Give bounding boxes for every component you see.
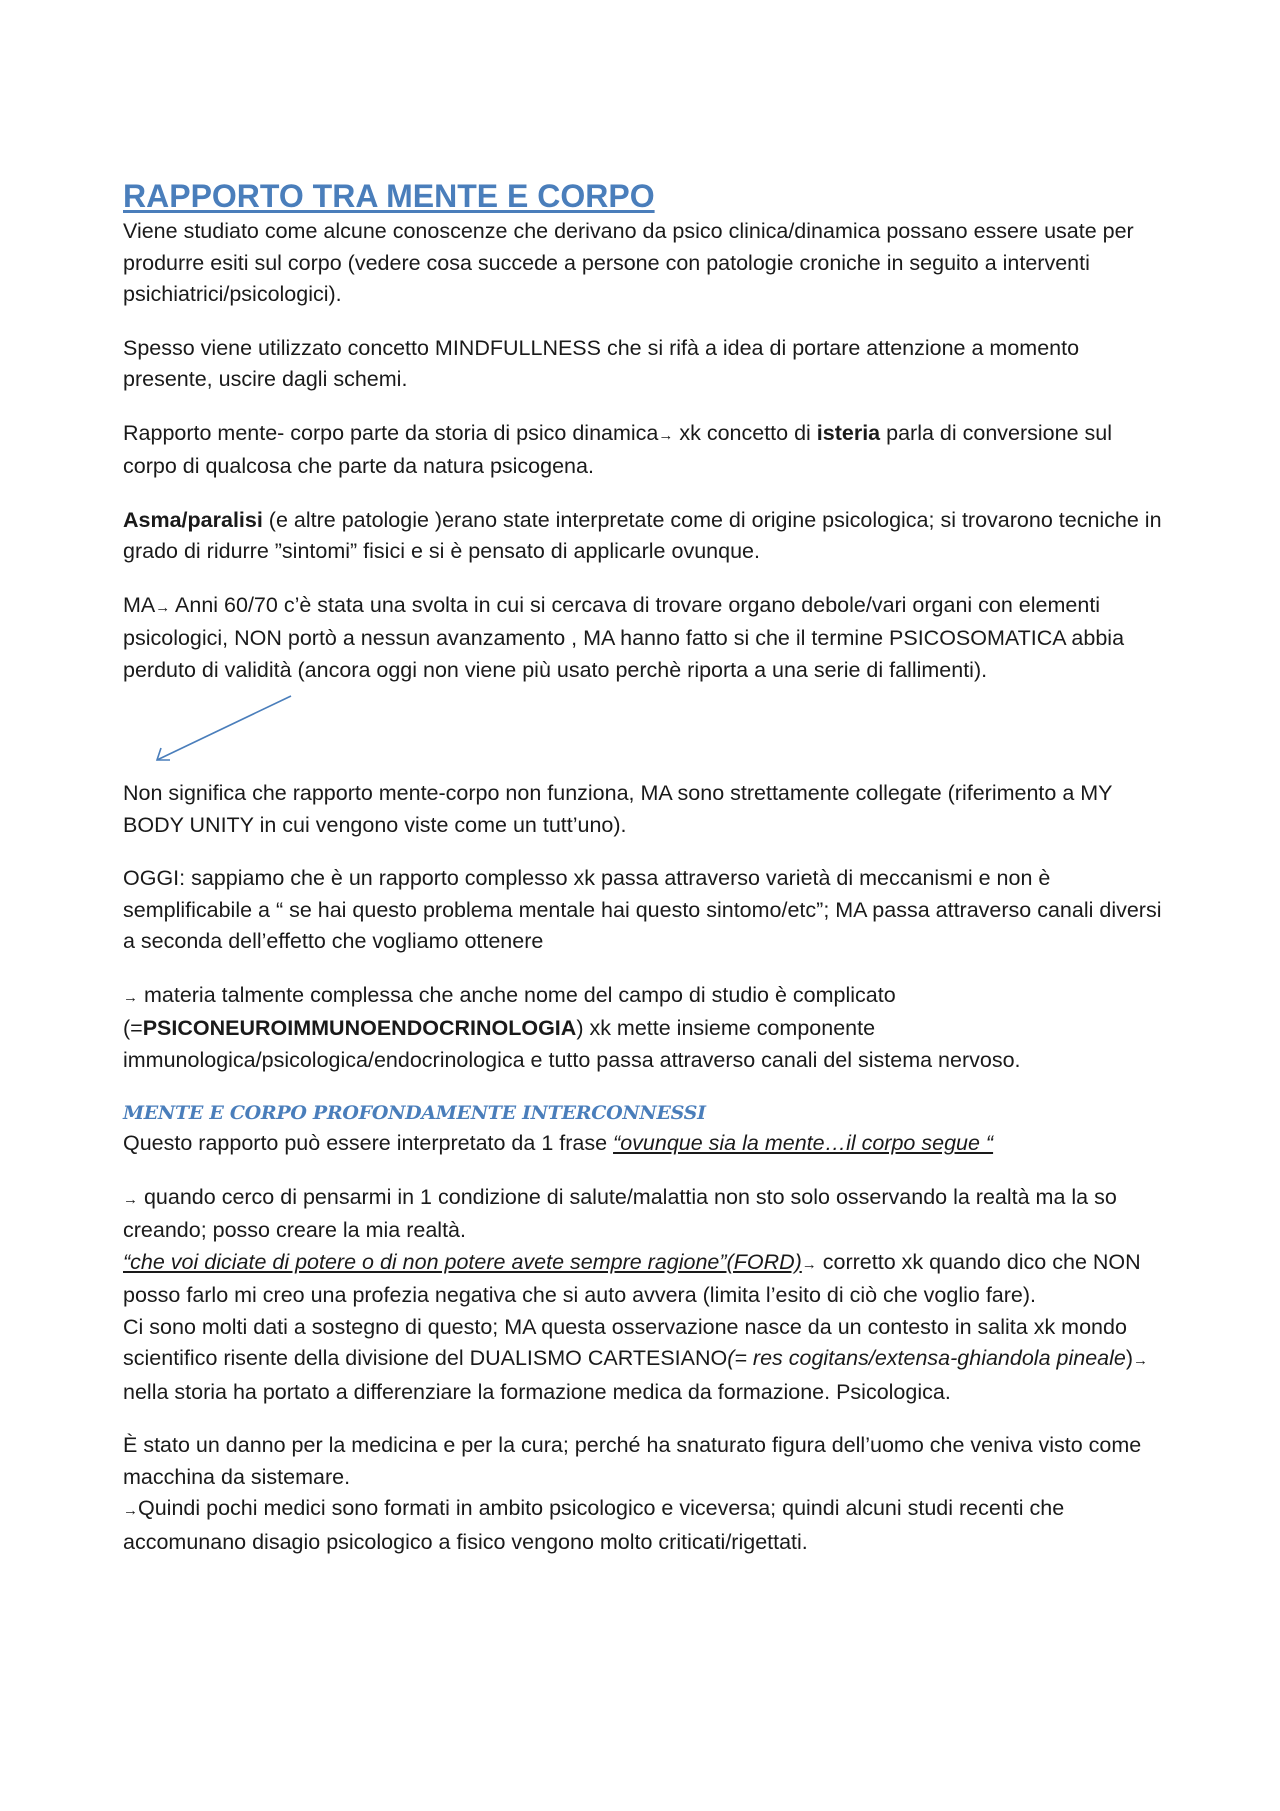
arrow-icon: → bbox=[123, 1190, 138, 1208]
paragraph-oggi: OGGI: sappiamo che è un rapporto complesso xk passa attraverso varietà di meccanismi e non è semplificabile a “ se hai questo problema mentale hai questo sintomo/etc”; MA passa attraverso canali diversi a seconda dell’effetto che vogliamo ottenere bbox=[123, 866, 1162, 953]
quote-ford: “che voi diciate di potere o di non potere avete sempre ragione”(FORD) bbox=[123, 1249, 802, 1274]
text-segment: Ci sono molti dati a sostegno di questo; MA questa osservazione nasce da un contesto in salita xk mondo scientifico risente della divisione del DUALISMO CARTESIANO bbox=[123, 1314, 1127, 1370]
text-segment: corretto xk quando dico che NON posso farlo mi creo una profezia negativa che si auto avvera (limita l’esito di ciò che voglio fare). bbox=[123, 1249, 1141, 1307]
quote-ovunque: “ovunque sia la mente…il corpo segue “ bbox=[613, 1131, 994, 1155]
paragraph-danno bbox=[123, 1430, 1163, 1558]
text-segment: materia talmente complessa che anche nome del campo di studio è complicato (= bbox=[123, 982, 896, 1040]
paragraph-psicosomatica bbox=[123, 590, 1163, 687]
paragraph-psiconeuro bbox=[123, 980, 1163, 1077]
diagonal-arrow-icon bbox=[153, 694, 293, 764]
paragraph-intro: Viene studiato come alcune conoscenze che derivano da psico clinica/dinamica possano essere usate per produrre esiti sul corpo (vedere cosa succede a persone con patologie croniche in seguito a interventi psichiatrici/psicologici). bbox=[123, 219, 1134, 306]
arrow-icon: → bbox=[155, 598, 171, 616]
text-segment: ) bbox=[1125, 1346, 1134, 1370]
text-segment: È stato un danno per la medicina e per la cura; perché ha snaturato figura dell’uomo che veniva visto come macchina da sistemare. bbox=[123, 1433, 1142, 1489]
text-segment: xk concetto di bbox=[673, 420, 817, 445]
text-segment: MA bbox=[123, 592, 156, 617]
document-body bbox=[123, 176, 1163, 1580]
paragraph-mindfulness: Spesso viene utilizzato concetto MINDFULLNESS che si rifà a idea di portare attenzione a momento presente, uscire dagli schemi. bbox=[123, 335, 1080, 391]
page-title: RAPPORTO TRA MENTE E CORPO bbox=[123, 178, 655, 214]
paragraph-asma bbox=[123, 505, 1163, 568]
arrow-icon: → bbox=[658, 426, 674, 444]
bold-term-isteria: isteria bbox=[816, 420, 881, 445]
arrow-icon: → bbox=[1133, 1352, 1149, 1369]
arrow-icon: → bbox=[123, 1502, 138, 1519]
bold-term-asma: Asma/paralisi bbox=[123, 507, 263, 532]
text-segment: parla di conversione sul corpo di qualcosa che parte da natura psicogena. bbox=[123, 420, 1113, 478]
paragraph-body-unity: Non significa che rapporto mente-corpo non funziona, MA sono strettamente collegate (riferimento a MY BODY UNITY in cui vengono viste come un tutt’uno). bbox=[123, 781, 1113, 837]
bold-term-psiconeuro: PSICONEUROIMMUNOENDOCRINOLOGIA bbox=[142, 1016, 577, 1040]
text-segment: Rapporto mente- corpo parte da storia di psico dinamica bbox=[123, 420, 659, 445]
italic-segment: (= res cogitans/extensa-ghiandola pineale bbox=[727, 1346, 1126, 1370]
paragraph-isteria bbox=[123, 418, 1163, 483]
section-subheading: MENTE E CORPO PROFONDAMENTE INTERCONNESSI bbox=[123, 1102, 706, 1124]
paragraph-frase bbox=[123, 1128, 1163, 1160]
text-segment: ) xk mette insieme componente immunologica/psicologica/endocrinologica e tutto passa attraverso canali del sistema nervoso. bbox=[123, 1016, 1021, 1072]
arrow-icon: → bbox=[123, 988, 138, 1006]
text-segment: quando cerco di pensarmi in 1 condizione di salute/malattia non sto solo osservando la realtà ma la so creando; posso creare la mia realtà. bbox=[123, 1184, 1117, 1242]
text-segment: nella storia ha portato a differenziare la formazione medica da formazione. Psicologica. bbox=[123, 1379, 951, 1404]
text-segment: Quindi pochi medici sono formati in ambito psicologico e viceversa; quindi alcuni studi recenti che accomunano disagio psicologico a fisico vengono molto criticati/rigettati. bbox=[123, 1496, 1065, 1554]
text-segment: (e altre patologie )erano state interpretate come di origine psicologica; si trovarono tecniche in grado di ridurre ”sintomi” fisici e si è pensato di applicarle ovunque. bbox=[123, 507, 1162, 563]
paragraph-realta bbox=[123, 1182, 1163, 1409]
text-segment: Anni 60/70 c’è stata una svolta in cui si cercava di trovare organo debole/vari organi con elementi psicologici, NON portò a nessun avanzamento , MA hanno fatto si che il termine PSICOSOMATICA abbia perduto di validità (ancora oggi non viene più usato perchè riporta a una serie di fallimenti). bbox=[123, 592, 1125, 682]
text-segment: Questo rapporto può essere interpretato da 1 frase bbox=[123, 1131, 614, 1155]
arrow-icon: → bbox=[801, 1255, 817, 1273]
